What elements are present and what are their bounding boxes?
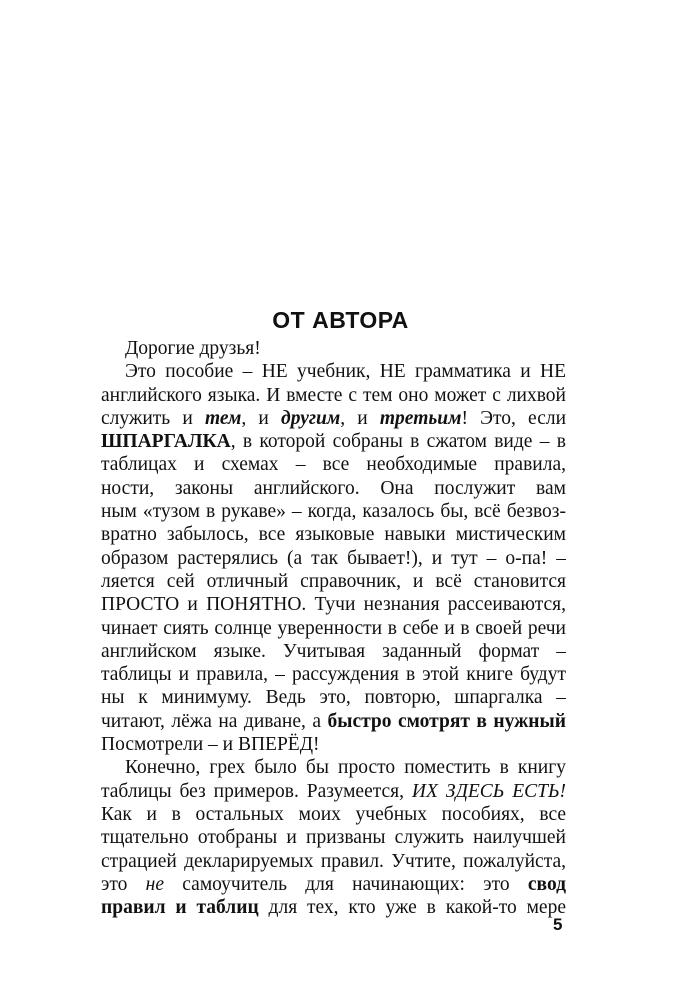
body-text [101, 337, 566, 919]
text-run: чинает сиять солнце уверенности в себе и в своей речи [101, 617, 566, 639]
text-line [101, 617, 566, 640]
text-line [101, 570, 566, 593]
emphasis-text: другим [281, 407, 341, 429]
text-run: образом растерялись (а так бывает!), и тут – о-па! – [101, 547, 566, 569]
text-line [101, 430, 566, 453]
text-run: ности, законы английского. Она послужит вам [101, 477, 566, 499]
text-line [101, 826, 566, 849]
text-line [101, 593, 566, 616]
text-run: Как и в остальных моих учебных пособиях, все [101, 803, 566, 825]
bold-text: ШПАРГАЛКА [101, 431, 231, 453]
text-run: , в которой собраны в сжатом виде – в [230, 431, 566, 453]
emphasis-text: тем [204, 407, 242, 429]
bold-text: свод [527, 873, 566, 895]
text-line [101, 756, 566, 779]
text-run: , и [340, 407, 380, 429]
text-run: английском языке. Учитывая заданный формат – [101, 640, 566, 662]
text-line [101, 360, 566, 383]
text-line [101, 710, 566, 733]
text-run: Это пособие – НЕ учебник, НЕ грамматика и НЕ [125, 361, 566, 383]
text-run: таблицах и схемах – все необходимые правила, [101, 454, 566, 476]
bold-text: правил и таблиц [101, 897, 259, 919]
text-line [101, 733, 566, 756]
text-run: таблицы и правила, – рассуждения в этой книге будут [101, 664, 566, 686]
text-line [101, 453, 566, 476]
text-run: читают, лёжа на диване, а [101, 710, 328, 732]
text-run: таблицы без примеров. Разумеется, [101, 780, 412, 802]
page-number: 5 [553, 915, 563, 934]
text-run: тщательно отобраны и призваны служить наилучшей [101, 827, 566, 849]
text-line [101, 477, 566, 500]
bold-text: быстро смотрят в нужный [327, 710, 566, 732]
text-line [101, 500, 566, 523]
text-run: вратно забылось, все языковые навыки мистическим [101, 524, 566, 546]
emphasis-text: третьим [379, 407, 462, 429]
text-run: это [101, 873, 146, 895]
text-run: ! Это, если [461, 407, 566, 429]
text-line [101, 407, 566, 430]
text-line [101, 803, 566, 826]
text-run: ным «тузом в рукаве» – когда, казалось бы, всё безвоз- [101, 501, 566, 523]
italic-text: не [145, 873, 164, 895]
text-run: ПРОСТО и ПОНЯТНО. Тучи незнания рассеиваются, [101, 594, 566, 616]
text-run: ны к минимуму. Ведь это, повторю, шпаргалка – [101, 687, 566, 709]
text-run: Конечно, грех было бы просто поместить в книгу [125, 757, 566, 779]
text-run: Дорогие друзья! [125, 338, 261, 359]
text-run: , и [241, 407, 282, 429]
text-line [101, 780, 566, 803]
text-run: служить и [101, 407, 205, 429]
text-line [101, 547, 566, 570]
text-run: ляется сей отличный справочник, и всё становится [101, 570, 566, 592]
text-run: страцией декларируемых правил. Учтите, пожалуйста, [101, 850, 566, 872]
text-line [101, 873, 566, 896]
section-title: ОТ АВТОРА [272, 307, 409, 333]
text-line [101, 663, 566, 686]
text-line [101, 896, 566, 919]
text-line [101, 337, 566, 360]
text-line [101, 640, 566, 663]
text-line [101, 686, 566, 709]
text-line [101, 384, 566, 407]
text-run: Посмотрели – и ВПЕРЁД! [101, 734, 320, 756]
text-line [101, 850, 566, 873]
text-line [101, 523, 566, 546]
text-run: самоучитель для начинающих: это [164, 873, 528, 895]
text-run: для тех, кто уже в какой-то мере [268, 897, 566, 919]
text-run: английского языка. И вместе с тем оно может с лихвой [101, 384, 566, 406]
italic-text: ИХ ЗДЕСЬ ЕСТЬ! [411, 780, 566, 802]
